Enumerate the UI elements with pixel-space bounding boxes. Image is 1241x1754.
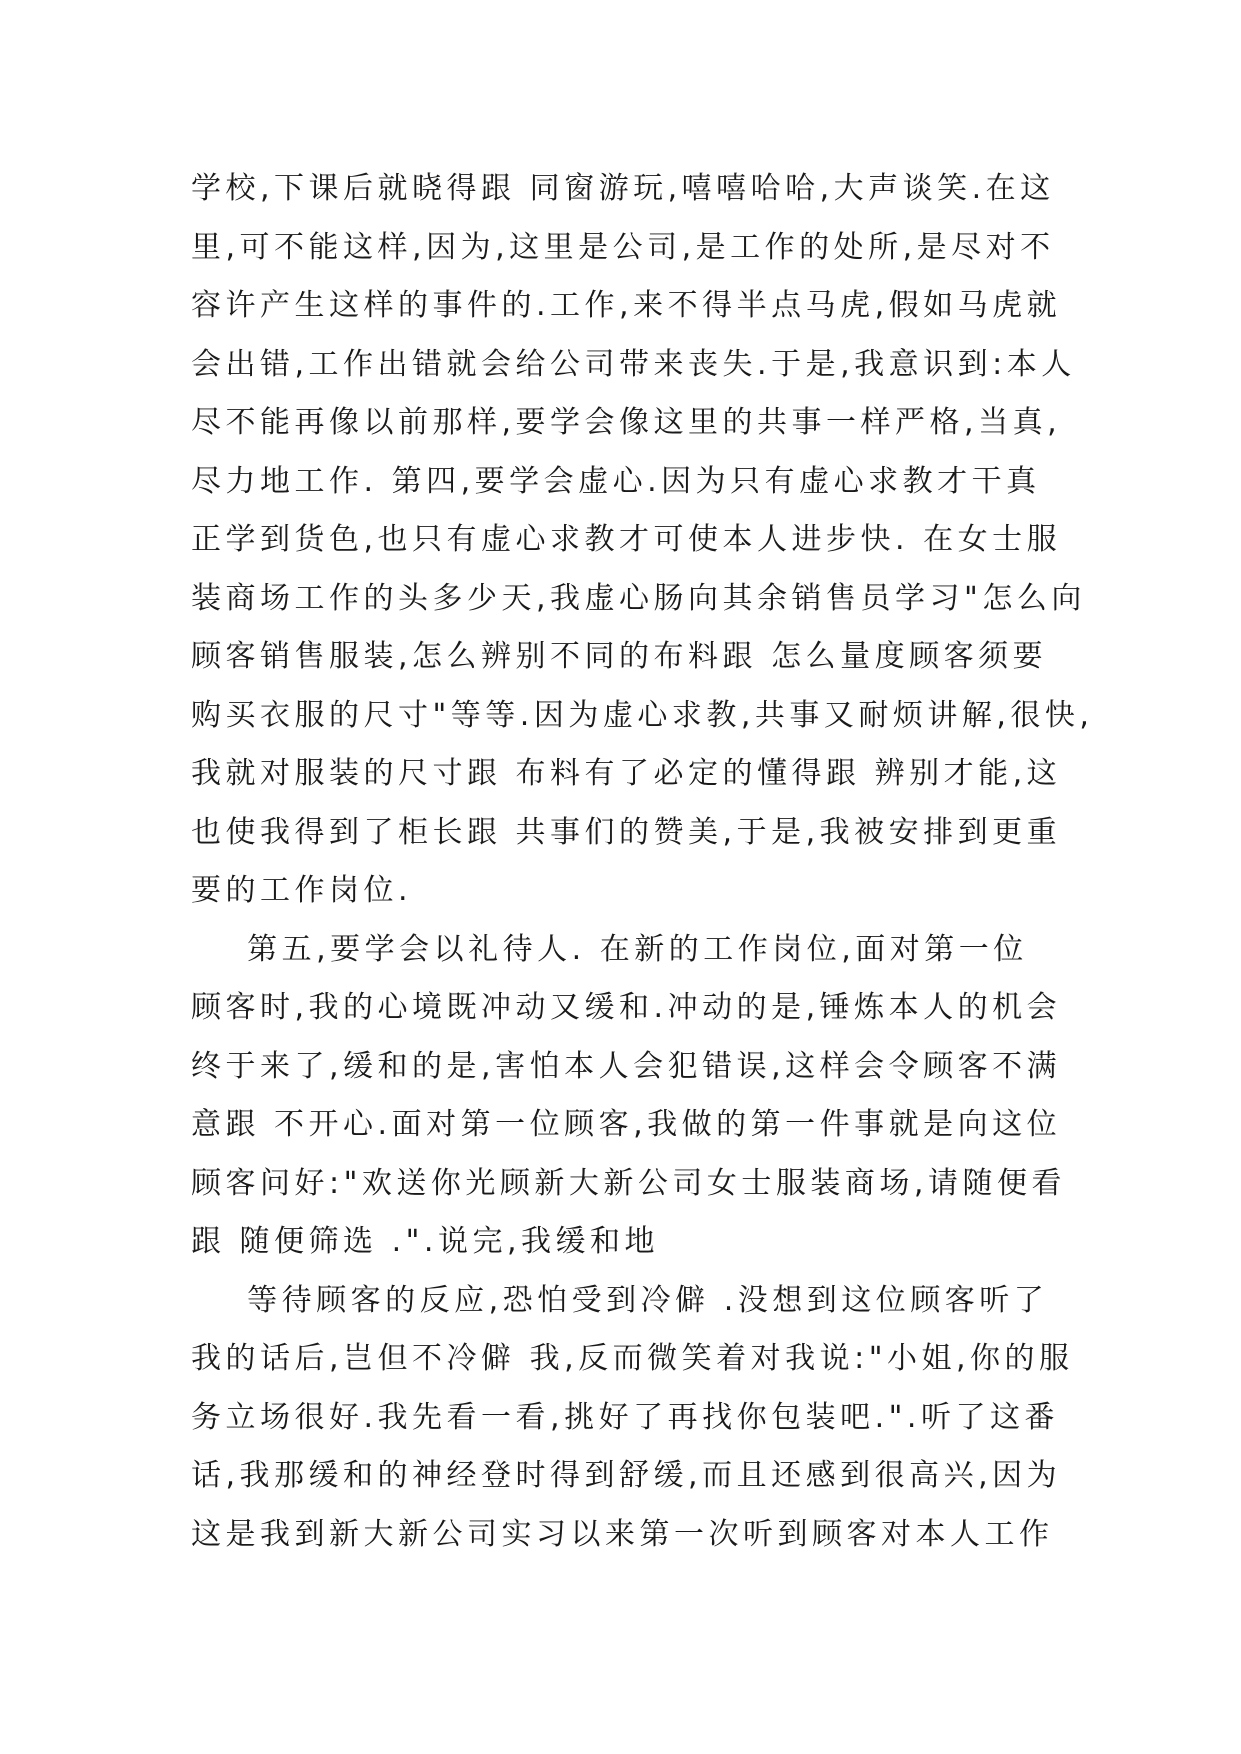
text-line: 购买衣服的尺寸"等等.因为虚心求教,共事又耐烦讲解,很快, [191, 697, 1094, 733]
text-line: 尽力地工作. 第四,要学会虚心.因为只有虚心求教才干真 [191, 463, 1041, 499]
text-line: 顾客时,我的心境既冲动又缓和.冲动的是,锤炼本人的机会 [191, 990, 1062, 1025]
text-line: 终于来了,缓和的是,害怕本人会犯错误,这样会令顾客不满 [191, 1048, 1062, 1084]
text-line: 会出错,工作出错就会给公司带来丧失.于是,我意识到:本人 [191, 346, 1076, 382]
text-line: 顾客问好:"欢送你光顾新大新公司女士服装商场,请随便看 [191, 1165, 1066, 1201]
text-line: 装商场工作的头多少天,我虚心肠向其余销售员学习"怎么向 [191, 580, 1086, 616]
text-line: 我的话后,岂但不冷僻 我,反而微笑着对我说:"小姐,你的服 [191, 1341, 1074, 1376]
text-line: 这是我到新大新公司实习以来第一次听到顾客对本人工作 [191, 1516, 1054, 1552]
text-line: 跟 随便筛选 .".说完,我缓和地 [191, 1224, 659, 1259]
body-text [191, 160, 1094, 1564]
text-line: 务立场很好.我先看一看,挑好了再找你包装吧.".听了这番 [191, 1399, 1059, 1435]
text-line: 学校,下课后就晓得跟 同窗游玩,嘻嘻哈哈,大声谈笑.在这 [191, 171, 1055, 206]
text-line: 容许产生这样的事件的.工作,来不得半点马虎,假如马虎就 [191, 288, 1062, 323]
text-line: 要的工作岗位. [191, 873, 413, 908]
text-line: 正学到货色,也只有虚心求教才可使本人进步快. 在女士服 [191, 522, 1062, 557]
text-line: 话,我那缓和的神经登时得到舒缓,而且还感到很高兴,因为 [191, 1458, 1062, 1493]
text-line: 里,可不能这样,因为,这里是公司,是工作的处所,是尽对不 [191, 229, 1055, 265]
text-line: 意跟 不开心.面对第一位顾客,我做的第一件事就是向这位 [191, 1107, 1062, 1142]
text-line: 尽不能再像以前那样,要学会像这里的共事一样严格,当真, [191, 405, 1062, 440]
text-line: 我就对服装的尺寸跟 布料有了必定的懂得跟 辨别才能,这 [191, 756, 1062, 791]
text-line: 也使我得到了柜长跟 共事们的赞美,于是,我被安排到更重 [191, 814, 1062, 850]
text-line: 第五,要学会以礼待人. 在新的工作岗位,面对第一位 [191, 931, 1028, 967]
text-line: 等待顾客的反应,恐怕受到冷僻 .没想到这位顾客听了 [191, 1282, 1049, 1318]
text-line: 顾客销售服装,怎么辨别不同的布料跟 怎么量度顾客须要 [191, 639, 1048, 674]
